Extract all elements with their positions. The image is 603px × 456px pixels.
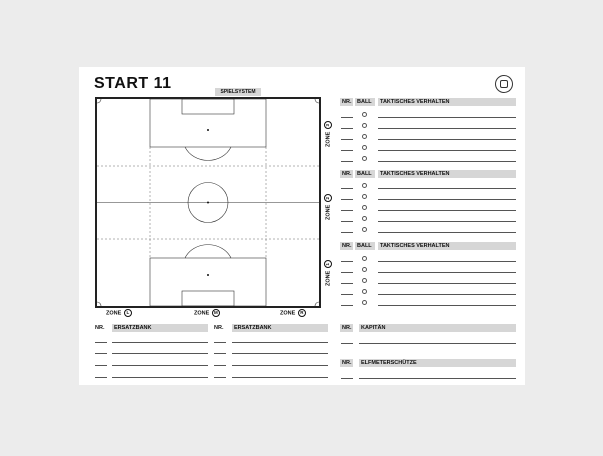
- zone-3-number: 3: [324, 121, 332, 129]
- zone-2-label: [324, 194, 332, 220]
- tactics-1-nr-header: NR.: [342, 99, 352, 105]
- ball-icon: [362, 216, 367, 221]
- ball-icon: [362, 267, 367, 272]
- zone-2-text: ZONE: [325, 204, 332, 220]
- zone-l-text: ZONE: [106, 310, 122, 317]
- bench-1-heading: ERSATZBANK: [112, 324, 208, 332]
- tactics-2-nr-header: NR.: [342, 171, 352, 177]
- lineup-sheet: [79, 67, 525, 385]
- captain-nr-header: NR.: [342, 325, 352, 331]
- ball-icon: [362, 227, 367, 232]
- tactics-1-ball-header: BALL: [355, 98, 375, 106]
- zone-1-number: 1: [324, 260, 332, 268]
- zone-r-text: ZONE: [280, 310, 296, 317]
- pitch-markings: [97, 99, 319, 306]
- zone-3-text: ZONE: [325, 131, 332, 147]
- page-title: START 11: [94, 75, 172, 92]
- captain-heading: KAPITÄN: [359, 324, 516, 332]
- tactics-3-nr-header: NR.: [342, 243, 352, 249]
- ball-icon: [362, 134, 367, 139]
- penalty-name-line: [359, 378, 516, 379]
- club-crest-icon: [495, 75, 513, 93]
- bench-2-nr-header: NR.: [214, 325, 224, 331]
- ball-icon: [362, 289, 367, 294]
- captain-nr-line: [341, 343, 353, 344]
- bench-2-heading: ERSATZBANK: [232, 324, 328, 332]
- ball-icon: [362, 183, 367, 188]
- ball-icon: [362, 112, 367, 117]
- penalty-nr-line: [341, 378, 353, 379]
- tactics-3-ball-header: BALL: [355, 242, 375, 250]
- ball-icon: [362, 256, 367, 261]
- zone-2-number: 2: [324, 194, 332, 202]
- tactics-3-heading: TAKTISCHES VERHALTEN: [378, 242, 516, 250]
- zone-r-letter: R: [298, 309, 306, 317]
- zone-m-label: [194, 309, 220, 317]
- zone-m-letter: M: [212, 309, 220, 317]
- ball-icon: [362, 123, 367, 128]
- ball-icon: [362, 145, 367, 150]
- ball-icon: [362, 194, 367, 199]
- ball-icon: [362, 205, 367, 210]
- tactics-1-heading: TAKTISCHES VERHALTEN: [378, 98, 516, 106]
- zone-m-text: ZONE: [194, 310, 210, 317]
- bench-1-nr-header: NR.: [95, 325, 105, 331]
- zone-r-label: [280, 309, 306, 317]
- ball-icon: [362, 278, 367, 283]
- zone-l-label: [106, 309, 132, 317]
- tactics-2-ball-header: BALL: [355, 170, 375, 178]
- captain-name-line: [359, 343, 516, 344]
- zone-1-label: [324, 260, 332, 286]
- ball-icon: [362, 156, 367, 161]
- spielsystem-label: SPIELSYSTEM: [215, 88, 261, 96]
- zone-1-text: ZONE: [325, 270, 332, 286]
- penalty-heading: ELFMETERSCHÜTZE: [359, 359, 516, 367]
- tactics-2-heading: TAKTISCHES VERHALTEN: [378, 170, 516, 178]
- football-pitch: [95, 97, 321, 308]
- penalty-nr-header: NR.: [342, 360, 352, 366]
- zone-l-letter: L: [124, 309, 132, 317]
- zone-3-label: [324, 121, 332, 147]
- ball-icon: [362, 300, 367, 305]
